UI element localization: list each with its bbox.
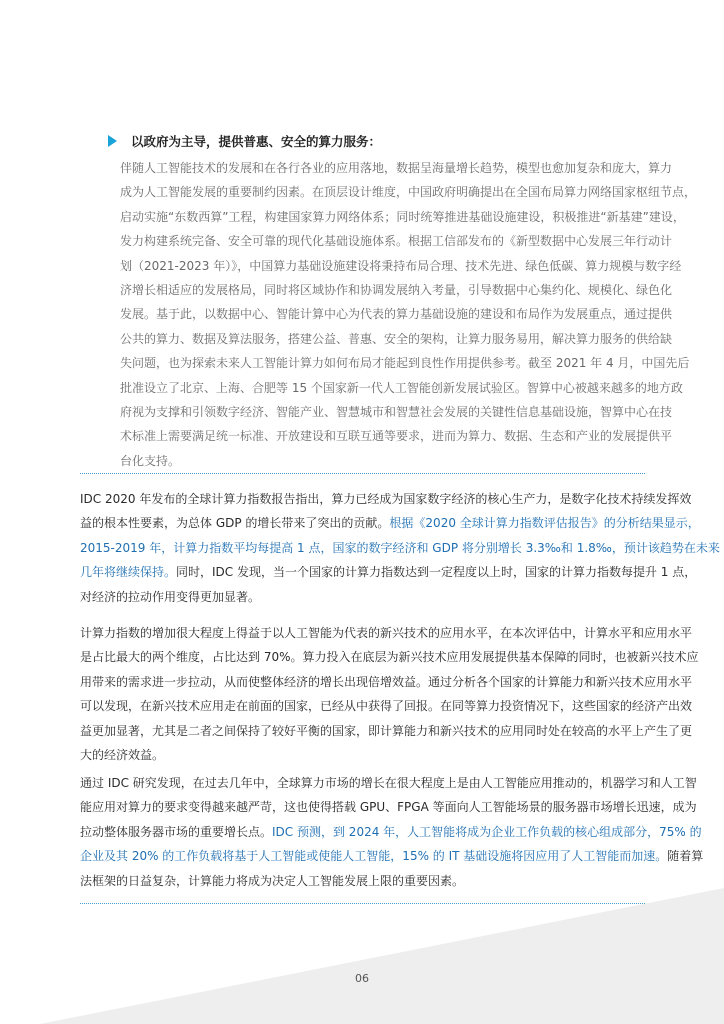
text-line xyxy=(80,771,697,795)
text-line xyxy=(80,820,702,844)
text-segment: 术标准上需要满足统一标准、开放建设和互联互通等要求，进而为算力、数据、生态和产业的发展提供平 xyxy=(120,429,673,444)
text-line xyxy=(80,743,645,767)
text-segment: 府视为支撑和引领数字经济、智能产业、智慧城市和智慧社会发展的关键性信息基础设施，智算中心在技 xyxy=(120,404,673,419)
text-line xyxy=(80,719,693,743)
text-segment: 大的经济效益。 xyxy=(80,747,165,762)
highlighted-text: 2015-2019 年，计算力指数平均每提高 1 点，国家的数字经济和 GDP 将分别增长 3.3‰和 1.8‰，预计该趋势在未来 xyxy=(80,540,720,555)
text-line xyxy=(120,156,673,180)
text-line xyxy=(80,585,645,609)
text-segment: 计算力指数的增加很大程度上得益于以人工智能为代表的新兴技术的应用水平，在本次评估中，计算水平和应用水平 xyxy=(80,626,693,640)
text-segment: 启动实施“东数西算”工程，构建国家算力网络体系；同时统筹推进基础设施建设，积极推进“新基建”建设， xyxy=(120,209,685,224)
highlighted-text: 根据《2020 全球计算力指数评估报告》的分析结果显示， xyxy=(389,516,700,531)
text-segment: 用带来的需求进一步拉动，从而使整体经济的增长出现倍增效益。通过分析各个国家的计算能力和新兴技术应用水平 xyxy=(80,674,693,689)
text-line xyxy=(120,449,645,473)
text-line xyxy=(80,560,697,584)
text-line xyxy=(120,376,683,400)
text-line xyxy=(120,278,673,302)
text-line xyxy=(80,487,692,511)
dotted-divider xyxy=(80,903,645,904)
text-line xyxy=(80,795,697,819)
text-segment: 对经济的拉动作用变得更加显著。 xyxy=(80,589,261,604)
section-heading xyxy=(108,132,381,150)
text-line xyxy=(120,205,685,229)
text-segment: 公共的算力、数据及算法服务，搭建公益、普惠、安全的架构，让算力服务易用，解决算力服务的供给缺 xyxy=(120,331,673,346)
text-segment: 法框架的日益复杂，计算能力将成为决定人工智能发展上限的重要因素。 xyxy=(80,873,465,888)
text-line xyxy=(120,229,673,253)
text-segment: 能应用对算力的要求变得越来越严苛，这也使得搭载 GPU、FPGA 等面向人工智能场景的服务器市场增长迅速，成为 xyxy=(80,800,697,815)
paragraph-application-level xyxy=(80,621,699,767)
text-line xyxy=(80,670,693,694)
text-segment: 发力构建系统完备、安全可靠的现代化基础设施体系。根据工信部发布的《新型数据中心发展三年行动计 xyxy=(120,234,673,249)
page-number: 06 xyxy=(355,972,369,985)
text-segment: 益更加显著，尤其是二者之间保持了较好平衡的国家，即计算能力和新兴技术的应用同时处在较高的水平上产生了更 xyxy=(80,723,693,738)
section-heading-text: 以政府为主导，提供普惠、安全的算力服务： xyxy=(131,134,382,149)
paragraph-ai-market xyxy=(80,771,704,893)
paragraph-idc-index xyxy=(80,487,720,609)
text-line xyxy=(80,694,693,718)
text-line xyxy=(120,424,673,448)
text-segment: 拉动整体服务器市场的重要增长点。 xyxy=(80,824,273,839)
text-line xyxy=(80,844,704,868)
text-segment: 批准设立了北京、上海、合肥等 15 个国家新一代人工智能创新发展试验区。智算中心被越来越多的地方政 xyxy=(120,380,683,395)
text-segment: 济增长相适应的发展格局，同时将区域协作和协调发展纳入考量，引导数据中心集约化、规模化、绿色化 xyxy=(120,282,673,297)
text-segment: 成为人工智能发展的重要制约因素。在顶层设计维度，中国政府明确提出在全国布局算力网络国家枢纽节点， xyxy=(120,185,697,200)
text-line xyxy=(80,645,699,669)
text-segment: 划（2021-2023 年）》，中国算力基础设施建设将秉持布局合理、技术先进、绿色低碳、算力规模与数字经 xyxy=(120,258,682,273)
text-line xyxy=(80,869,645,893)
triangle-bullet-icon xyxy=(108,135,117,147)
text-segment: 可以发现，在新兴技术应用走在前面的国家，已经从中获得了回报。在同等算力投资情况下，这些国家的经济产出效 xyxy=(80,699,693,714)
highlighted-text: 企业及其 20% 的工作负载将基于人工智能或使能人工智能，15% 的 IT 基础设施将因应用了人工智能而加速。 xyxy=(80,849,668,864)
highlighted-text: 几年将继续保持。 xyxy=(80,565,177,580)
text-segment: 台化支持。 xyxy=(120,453,181,468)
text-line xyxy=(120,351,690,375)
text-line xyxy=(80,536,720,560)
text-segment: 失问题，也为探索未来人工智能计算力如何布局才能起到良性作用提供参考。截至 2021 年 4 月，中国先后 xyxy=(120,356,690,371)
text-segment: 伴随人工智能技术的发展和在各行各业的应用落地，数据呈海量增长趋势，模型也愈加复杂和庞大，算力 xyxy=(120,161,673,175)
text-segment: IDC 2020 年发布的全球计算力指数报告指出，算力已经成为国家数字经济的核心生产力，是数字化技术持续发挥效 xyxy=(80,492,692,506)
dotted-divider xyxy=(80,473,645,474)
text-segment: 通过 IDC 研究发现，在过去几年中，全球算力市场的增长在很大程度上是由人工智能应用推动的，机器学习和人工智 xyxy=(80,776,697,790)
text-segment: 发展。基于此，以数据中心、智能计算中心为代表的算力基础设施的建设和布局作为发展重点，通过提供 xyxy=(120,307,673,322)
text-segment: 益的根本性要素，为总体 GDP 的增长带来了突出的贡献。 xyxy=(80,516,390,531)
text-line xyxy=(120,400,673,424)
text-segment: 是占比最大的两个维度，占比达到 70%。算力投入在底层为新兴技术应用发展提供基本保障的同时，也被新兴技术应 xyxy=(80,650,699,665)
text-segment: 同时，IDC 发现，当一个国家的计算力指数达到一定程度以上时，国家的计算力指数每提升 1 点， xyxy=(176,565,697,580)
text-line xyxy=(120,180,697,204)
highlighted-text: IDC 预测，到 2024 年，人工智能将成为企业工作负载的核心组成部分，75% 的 xyxy=(272,824,702,839)
text-line xyxy=(80,621,693,645)
text-line xyxy=(120,327,673,351)
text-segment: 随着算 xyxy=(667,849,704,864)
text-line xyxy=(80,511,700,535)
section-body xyxy=(120,156,697,473)
text-line xyxy=(120,302,673,326)
text-line xyxy=(120,254,682,278)
